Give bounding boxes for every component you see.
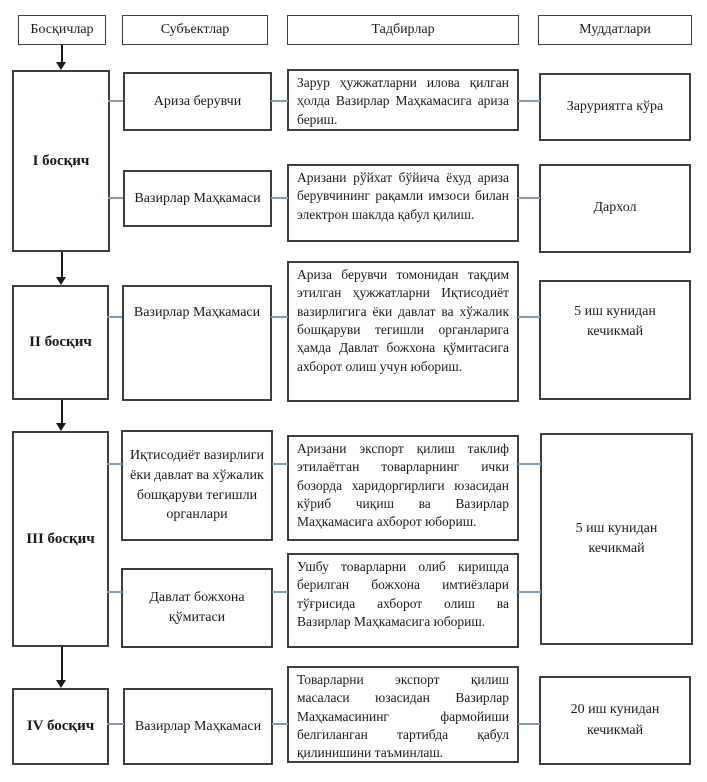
column-header-activities [287, 15, 519, 45]
flow-arrowhead-3 [56, 423, 66, 431]
column-header-subjects-label: Субъектлар [160, 22, 230, 37]
activity-text: Товарларни экспорт қилиш масаласи юзасидан Вазирлар Маҳкамасининг фармойиши белгиланган тартибда қабул қилинишини таъминлаш. [297, 672, 509, 761]
subject-box-cabinet-stage2 [122, 285, 272, 401]
connector-subject-activity-3 [271, 316, 288, 318]
stage-box-i [12, 70, 110, 252]
subject-label: Вазирлар Маҳкамаси [134, 190, 261, 206]
flow-arrowhead-1 [56, 62, 66, 70]
connector-subject-activity-2 [271, 197, 288, 199]
activity-box-2 [287, 164, 519, 242]
subject-label: Ариза берувчи [153, 93, 242, 109]
activity-text: Аризани рўйхат бўйича ёхуд ариза берувчининг рақамли имзоси билан электрон шаклда қабул қилиш. [297, 170, 509, 222]
connector-stage-subject-4 [107, 463, 122, 465]
activity-box-5 [287, 553, 519, 648]
flow-arrowhead-2 [56, 277, 66, 285]
column-header-subjects [122, 15, 268, 45]
stage-box-iii [12, 431, 109, 647]
stage-label-iv: IV босқич [26, 718, 95, 734]
flow-arrow-line-stage3-to-stage4 [61, 647, 63, 680]
activity-box-6 [287, 666, 519, 763]
connector-activity-deadline-4 [518, 463, 541, 465]
connector-stage-subject-2 [108, 197, 123, 199]
connector-activity-deadline-5 [518, 591, 541, 593]
stage-label-i: I босқич [32, 152, 90, 169]
subject-label: Вазирлар Маҳкамаси [134, 718, 262, 734]
subject-label: Давлат божхона қўмитаси [149, 590, 245, 625]
subject-label: Иқтисодиёт вазирлиги ёки давлат ва хўжалик бошқаруви тегишли органлари [130, 448, 264, 523]
activity-text: Зарур ҳужжатларни илова қилган ҳолда Вазирлар Маҳкамасига ариза бериш. [297, 75, 509, 127]
activity-text: Ушбу товарларни олиб киришда берилган божхона имтиёзлари тўғрисида ахборот олиш ва Вазирлар Маҳкамасига юбориш. [297, 559, 509, 630]
stage-box-iv [12, 688, 109, 765]
deadline-label: 20 иш кунидан кечикмай [570, 702, 660, 738]
deadline-label: 5 иш кунидан кечикмай [574, 304, 656, 340]
connector-subject-activity-1 [271, 100, 288, 102]
subject-box-cabinet-stage1 [123, 170, 272, 227]
connector-subject-activity-4 [272, 463, 288, 465]
column-header-stages-label: Босқичлар [30, 22, 94, 37]
connector-activity-deadline-3 [518, 316, 540, 318]
flow-arrow-line-stage1-to-stage2 [61, 252, 63, 277]
activity-text: Аризани экспорт қилиш таклиф этилаётган товарларнинг ички бозорда харидоргирлиги юзасидан кўриб чиқиш ва Вазирлар Маҳкамасига ахборот юбориш. [297, 441, 509, 530]
connector-activity-deadline-2 [518, 197, 540, 199]
flow-arrow-line-header-to-stage1 [61, 45, 63, 62]
connector-subject-activity-6 [272, 723, 288, 725]
flow-arrowhead-4 [56, 680, 66, 688]
connector-activity-deadline-1 [518, 100, 540, 102]
activity-text: Ариза берувчи томонидан тақдим этилган ҳужжатларни Иқтисодиёт вазирлигига ёки давлат ва хўжалик бошқаруви тегишли органларига ҳамда Давлат божхона қўмитасига ахборот олиш учун юбориш. [297, 267, 509, 374]
subject-label: Вазирлар Маҳкамаси [133, 305, 261, 320]
deadline-label: Заруриятга кўра [566, 98, 664, 114]
connector-stage-subject-3 [107, 316, 122, 318]
column-header-deadlines [538, 15, 692, 45]
deadline-box-2 [539, 164, 691, 253]
deadline-box-4 [540, 433, 693, 645]
activity-box-3 [287, 261, 519, 402]
connector-activity-deadline-6 [518, 723, 540, 725]
subject-box-customs-committee [121, 568, 273, 648]
subject-box-applicant [123, 72, 272, 131]
deadline-box-3 [539, 280, 691, 400]
stage-box-ii [12, 285, 109, 400]
connector-stage-subject-5 [107, 591, 122, 593]
activity-box-4 [287, 435, 519, 541]
deadline-box-5 [539, 676, 691, 765]
stage-label-ii: II босқич [29, 334, 92, 350]
connector-stage-subject-1 [108, 100, 123, 102]
activity-box-1 [287, 69, 519, 131]
subject-box-economy-ministry [121, 430, 273, 541]
deadline-label: 5 иш кунидан кечикмай [575, 520, 658, 556]
column-header-activities-label: Тадбирлар [371, 22, 435, 37]
stage-label-iii: III босқич [26, 530, 95, 547]
flow-arrow-line-stage2-to-stage3 [61, 400, 63, 423]
column-header-deadlines-label: Муддатлари [579, 22, 651, 37]
column-header-stages [18, 15, 106, 45]
deadline-box-1 [539, 73, 691, 141]
connector-stage-subject-6 [107, 723, 124, 725]
deadline-label: Дархол [593, 200, 637, 216]
connector-subject-activity-5 [272, 591, 288, 593]
subject-box-cabinet-stage4 [123, 688, 273, 765]
